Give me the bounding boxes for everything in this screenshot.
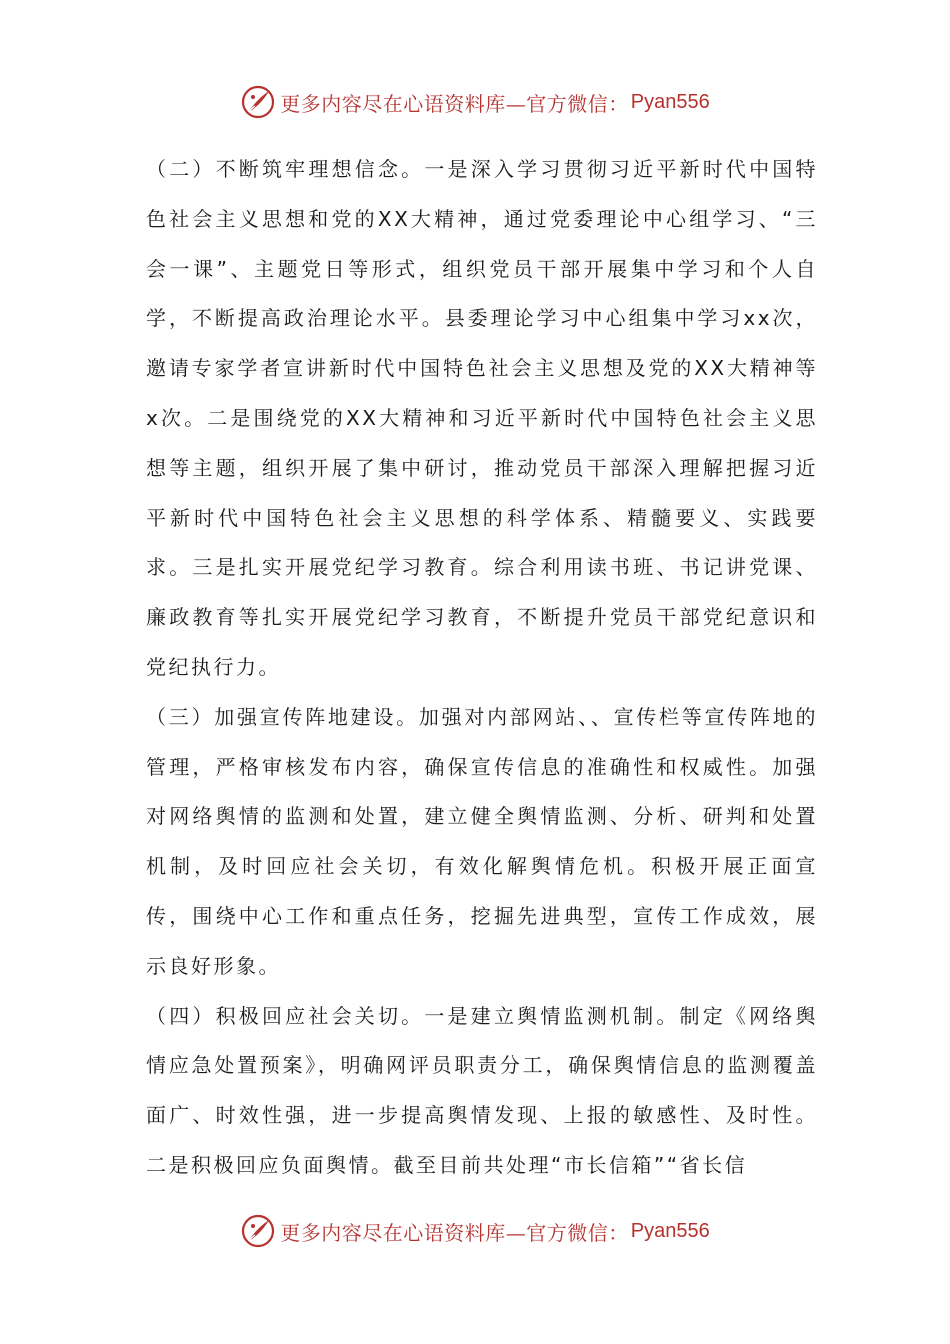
watermark-header (0, 82, 950, 122)
watermark-text: 更多内容尽在心语资料库—官方微信： (280, 1220, 629, 1245)
paragraph-4: （四）积极回应社会关切。一是建立舆情监测机制。制定《网络舆情应急处置预案》，明确网评员职责分工，确保舆情信息的监测覆盖面广、时效性强，进一步提高舆情发现、上报的敏感性、及时性。二是积极回应负面舆情。截至目前共处理“市长信箱”“省长信 (146, 1003, 818, 1177)
paragraph-2: （二）不断筑牢理想信念。一是深入学习贯彻习近平新时代中国特色社会主义思想和党的XX大精神，通过党委理论中心组学习、“三会一课”、主题党日等形式，组织党员干部开展集中学习和个人自学，不断提高政治理论水平。县委理论学习中心组集中学习xx次，邀请专家学者宣讲新时代中国特色社会主义思想及党的XX大精神等x次。二是围绕党的XX大精神和习近平新时代中国特色社会主义思想等主题，组织开展了集中研讨，推动党员干部深入理解把握习近平新时代中国特色社会主义思想的科学体系、精髓要义、实践要求。三是扎实开展党纪学习教育。综合利用读书班、书记讲党课、廉政教育等扎实开展党纪学习教育，不断提升党员干部党纪意识和党纪执行力。 (146, 157, 818, 679)
quill-pen-icon (240, 84, 276, 120)
watermark-id: Pyan556 (630, 1219, 710, 1242)
quill-pen-icon (240, 1213, 276, 1249)
watermark-footer (0, 1211, 950, 1251)
document-body (146, 145, 818, 1191)
watermark-text: 更多内容尽在心语资料库—官方微信： (280, 91, 629, 116)
paragraph-3: （三）加强宣传阵地建设。加强对内部网站、、宣传栏等宣传阵地的管理，严格审核发布内容，确保宣传信息的准确性和权威性。加强对网络舆情的监测和处置，建立健全舆情监测、分析、研判和处置机制，及时回应社会关切，有效化解舆情危机。积极开展正面宣传，围绕中心工作和重点任务，挖掘先进典型，宣传工作成效，展示良好形象。 (146, 704, 818, 978)
watermark-id: Pyan556 (630, 90, 710, 113)
